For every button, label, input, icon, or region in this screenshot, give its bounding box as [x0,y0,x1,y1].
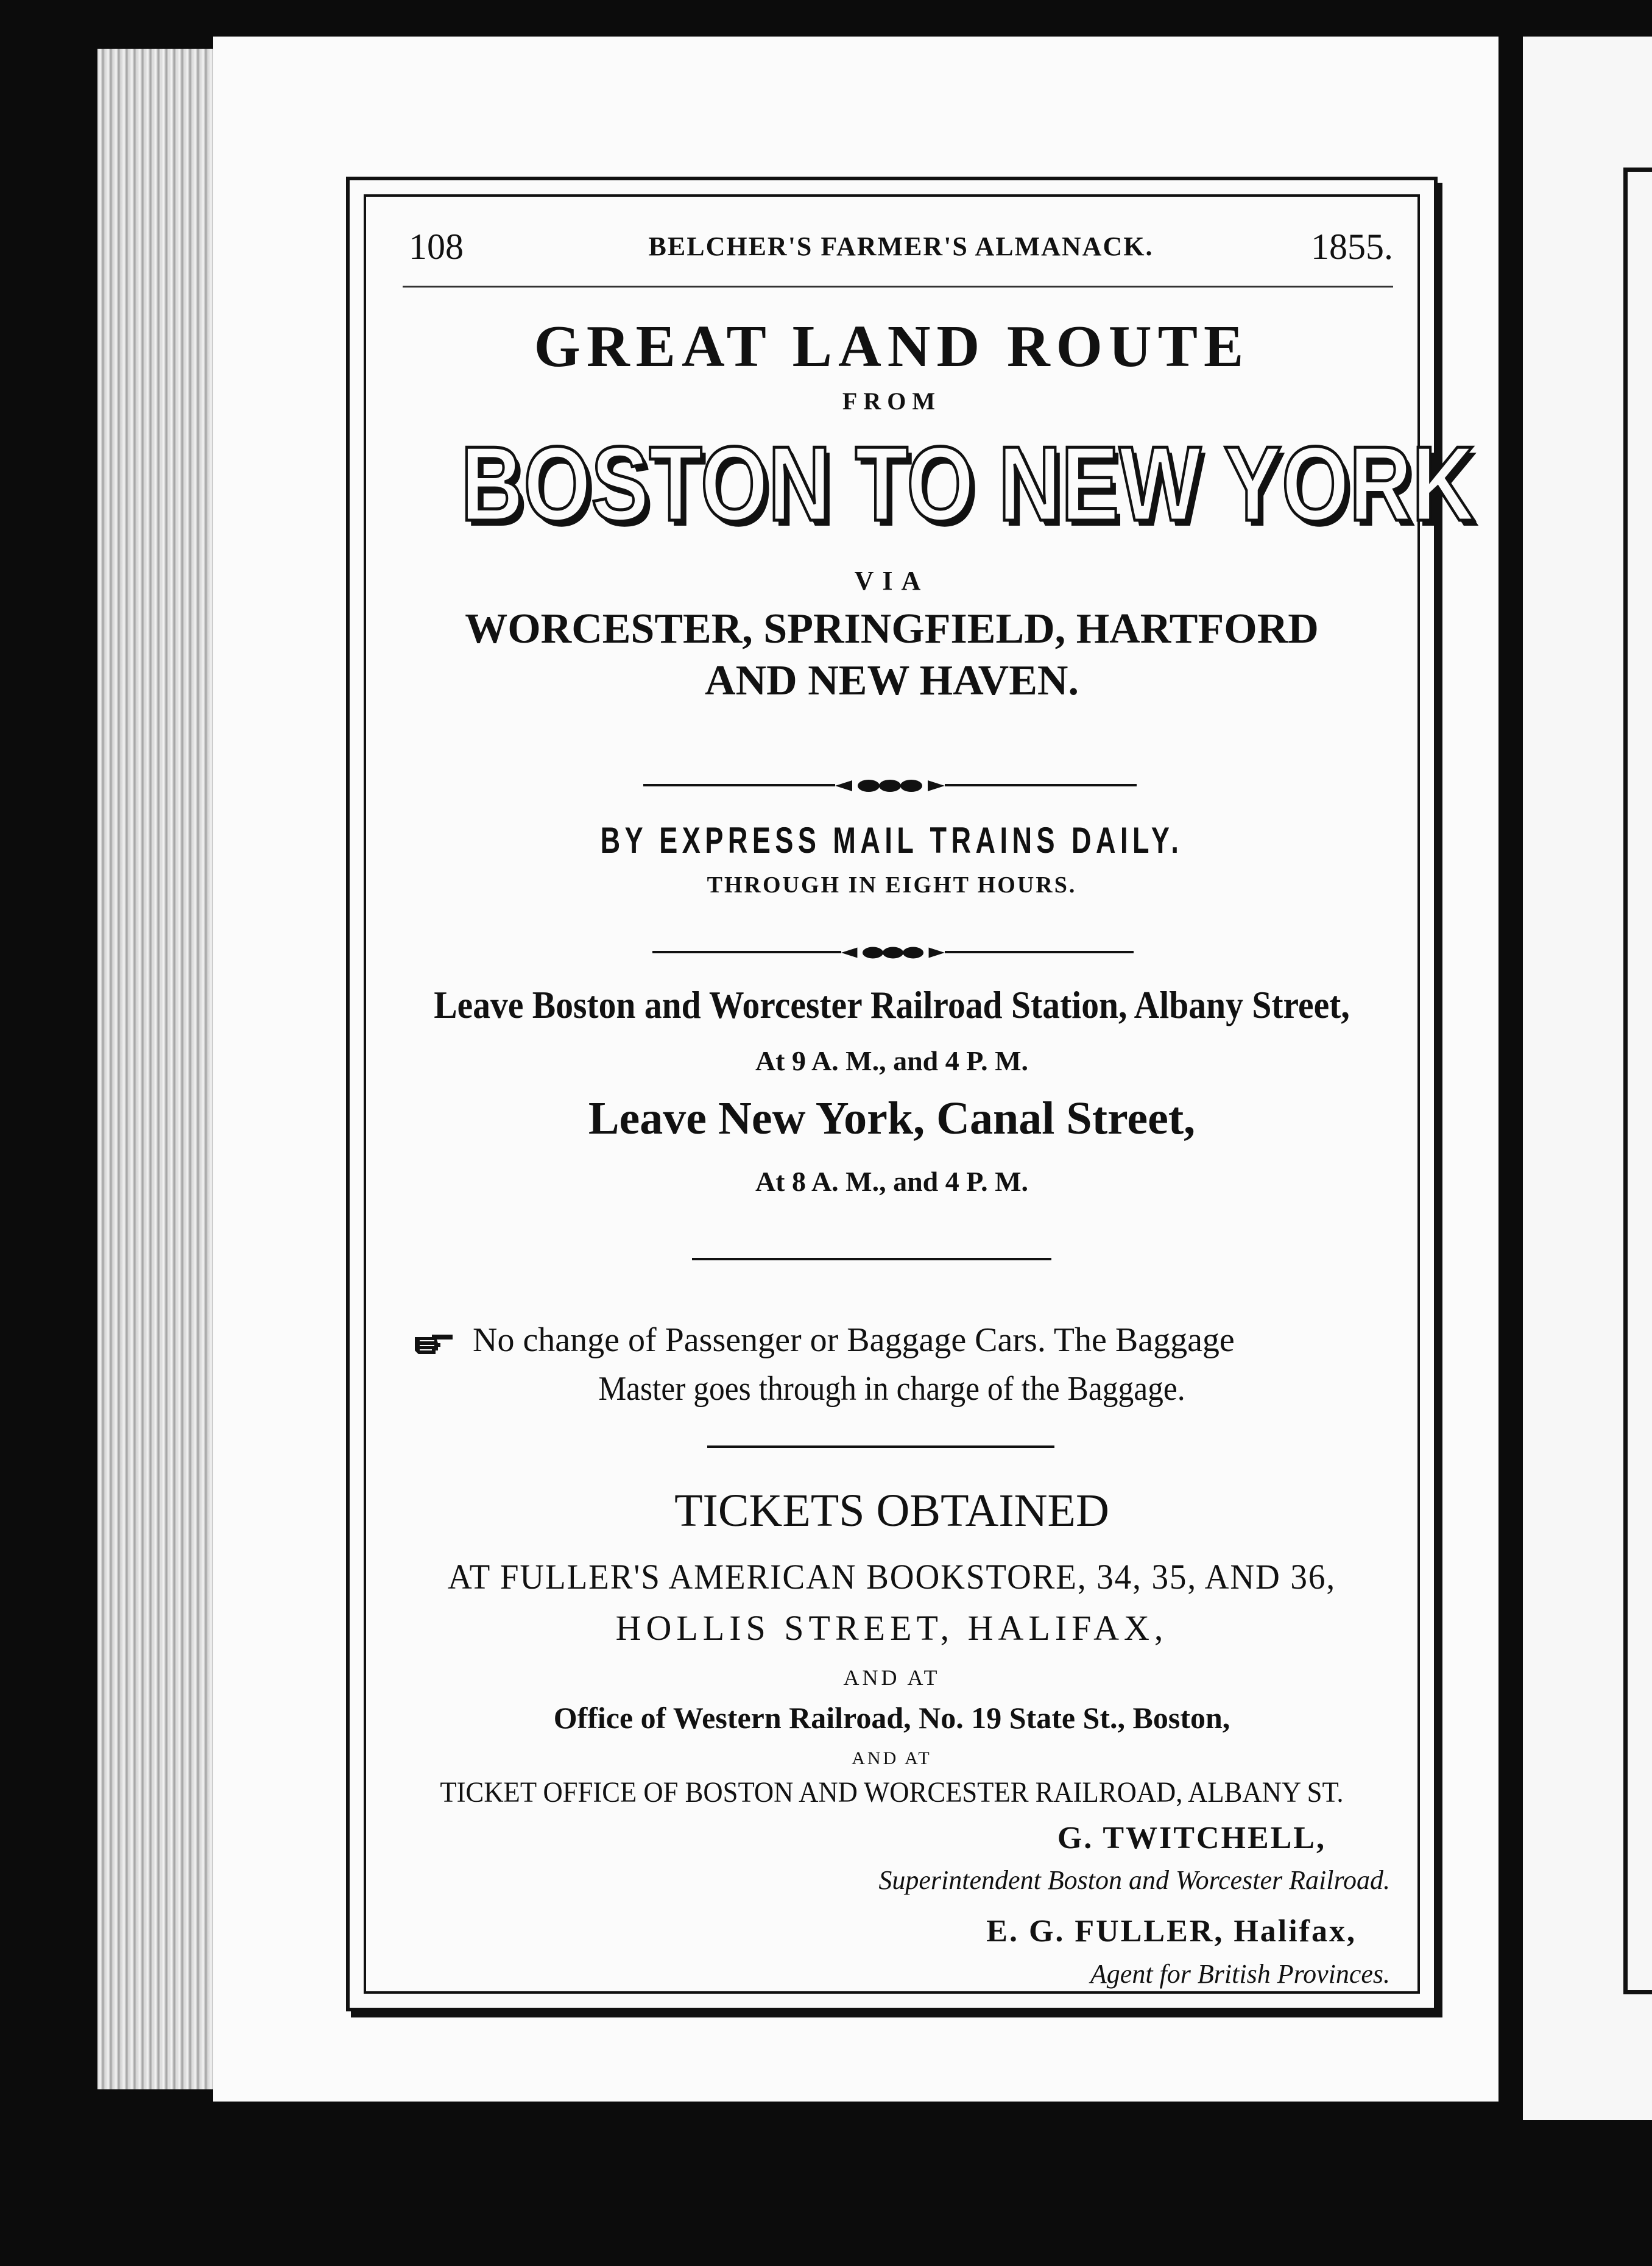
signature-name-fuller: E. G. FULLER, Halifax, [986,1914,1357,1949]
almanac-year: 1855. [1311,227,1393,267]
headline-via: VIA [854,566,930,596]
headline-from: FROM [842,387,942,415]
headline-great-land-route: GREAT LAND ROUTE [534,314,1250,379]
no-change-notice-line2: Master goes through in charge of the Baggage. [598,1370,1185,1408]
headline-boston-to-new-york: BOSTON TO NEW YORK [461,424,1475,543]
fuller-bookstore-line1: AT FULLER'S AMERICAN BOOKSTORE, 34, 35, AND 36, [447,1557,1336,1597]
leave-new-york: Leave New York, Canal Street, [588,1093,1196,1144]
ornamental-rule-right-2 [945,951,1134,953]
fuller-bookstore-line2: HOLLIS STREET, HALIFAX, [615,1608,1168,1648]
book-page-edges [97,49,219,2089]
and-at-1: AND AT [843,1665,941,1690]
ornament-icon-2 [841,944,945,962]
signature-name-twitchell: G. TWITCHELL, [1057,1821,1326,1855]
headline-cities-line2: AND NEW HAVEN. [705,657,1079,704]
signature-role-agent: Agent for British Provinces. [1090,1959,1390,1989]
advertisement-inner-frame [364,194,1475,1994]
signature-role-superintendent: Superintendent Boston and Worcester Railroad. [878,1865,1390,1895]
express-mail-trains: BY EXPRESS MAIL TRAINS DAILY. [600,820,1184,861]
and-at-2: AND AT [852,1748,932,1768]
boston-departure-times: At 9 A. M., and 4 P. M. [755,1045,1029,1076]
ticket-office-boston-worcester: TICKET OFFICE OF BOSTON AND WORCESTER RAILROAD, ALBANY ST. [440,1776,1344,1809]
almanac-title: BELCHER'S FARMER'S ALMANACK. [648,231,1154,261]
facing-page-border [1623,168,1652,1994]
pointing-hand-icon [414,1331,456,1360]
section-rule-1 [692,1258,1051,1260]
ornamental-rule-left [643,784,835,786]
new-york-departure-times: At 8 A. M., and 4 P. M. [755,1166,1029,1197]
advertisement-frame [346,177,1475,2011]
ornament-icon [835,777,945,795]
leave-boston: Leave Boston and Worcester Railroad Station, Albany Street, [434,983,1350,1026]
header-rule [403,286,1393,288]
ornamental-rule-right [945,784,1137,786]
headline-cities-line1: WORCESTER, SPRINGFIELD, HARTFORD [465,605,1319,652]
page-number: 108 [409,227,464,267]
ornamental-rule-left-2 [652,951,841,953]
through-in-eight-hours: THROUGH IN EIGHT HOURS. [707,872,1077,898]
western-railroad-office: Office of Western Railroad, No. 19 State St., Boston, [553,1701,1230,1735]
section-rule-2 [707,1445,1054,1448]
running-header [409,226,1393,269]
no-change-notice-line1: No change of Passenger or Baggage Cars. The Baggage [473,1321,1235,1359]
tickets-obtained: TICKETS OBTAINED [674,1485,1109,1536]
